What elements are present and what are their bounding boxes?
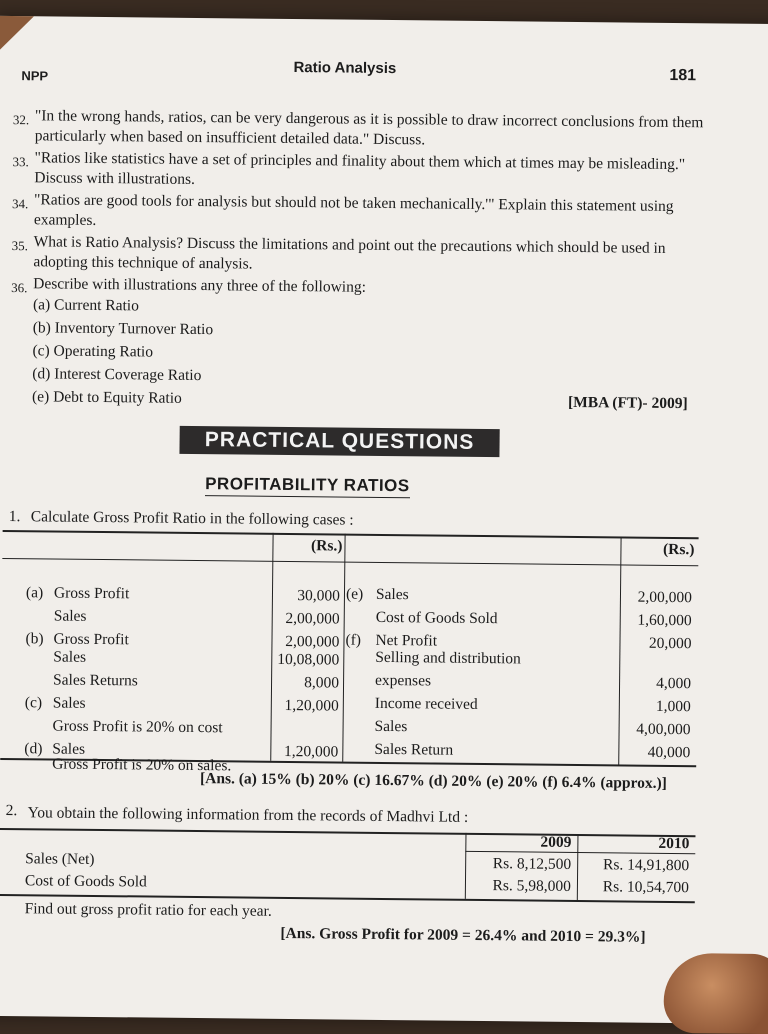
header-publisher: NPP (21, 68, 49, 84)
p1-row-label: expenses (374, 671, 432, 690)
p1-row-label: Sales (52, 694, 86, 712)
page-title: Ratio Analysis (293, 59, 397, 78)
p1-row-amount: 8,000 (304, 674, 340, 692)
question-34: 34. "Ratios are good tools for analysis but should not be taken mechanically.'" Explain this statement using examples. (11, 191, 674, 229)
page-corner-shadow (0, 16, 34, 56)
p1-row-label: Net Profit (375, 631, 438, 650)
p2-row-label: Sales (Net) (25, 850, 95, 868)
p2-year-2009: 2009 (540, 833, 572, 851)
p2-statement: You obtain the following information from the records of Madhvi Ltd : (27, 804, 469, 826)
p2-row-value-2009: Rs. 5,98,000 (492, 877, 572, 895)
p2-instruction: Find out gross profit ratio for each year. (24, 900, 272, 920)
p1-row-amount: 1,20,000 (283, 742, 339, 761)
book-page (0, 16, 768, 1024)
p1-table-header-rule (2, 558, 698, 566)
p1-row-label: Gross Profit (53, 630, 129, 649)
p1-row-label: Gross Profit is 20% on sales. (52, 755, 232, 775)
p2-number: 2. (5, 802, 18, 820)
p1-row-amount: 1,60,000 (637, 611, 692, 630)
p1-row-amount: 10,08,000 (277, 650, 340, 669)
p1-row-tag: (c) (24, 694, 43, 712)
p1-statement: Calculate Gross Profit Ratio in the following cases : (30, 508, 354, 529)
p1-row-label: Sales Returns (52, 671, 138, 690)
p1-row-label: Income received (374, 694, 478, 713)
p1-row-tag: (f) (345, 631, 362, 649)
question-33: 33. "Ratios like statistics have a set of principles and finality about them which at times may be misleading." Discuss with illustrations. (12, 149, 686, 188)
p1-row-label: Gross Profit (53, 584, 130, 603)
p1-row-label: Sales (53, 648, 87, 666)
p1-row-amount: 20,000 (648, 634, 692, 653)
p1-row-label: Sales (52, 740, 86, 758)
q36-option-d: (d) Interest Coverage Ratio (32, 365, 202, 385)
p1-row-label: Sales (374, 717, 408, 736)
p1-row-tag: (a) (25, 584, 44, 602)
p1-row-amount: 2,00,000 (285, 609, 340, 628)
p1-row-label: Sales (53, 607, 87, 625)
p2-row-label: Cost of Goods Sold (24, 872, 147, 891)
p1-row-amount (273, 720, 339, 721)
p1-table-top-rule (3, 530, 699, 539)
q36-option-a: (a) Current Ratio (32, 296, 139, 315)
p1-row-label: Selling and distribution (375, 648, 521, 668)
q36-option-c: (c) Operating Ratio (32, 342, 154, 361)
question-35: 35. What is Ratio Analysis? Discuss the limitations and point out the precautions which should be used in adopting this technique of analysis. (11, 233, 666, 273)
p2-row-value-2010: Rs. 10,54,700 (602, 878, 690, 897)
p1-row-tag: (e) (345, 585, 364, 603)
p1-row-label: Cost of Goods Sold (375, 608, 498, 628)
page-number: 181 (669, 66, 697, 85)
p2-answer: [Ans. Gross Profit for 2009 = 26.4% and 2010 = 29.3%] (280, 924, 646, 946)
practical-questions-banner: PRACTICAL QUESTIONS (179, 426, 499, 457)
p1-row-amount: 1,20,000 (284, 696, 339, 715)
p1-row-amount: 2,00,000 (285, 632, 340, 651)
p1-rs-header-left: (Rs.) (310, 537, 343, 555)
p1-row-amount: 1,000 (655, 697, 691, 716)
p1-row-amount: 4,000 (656, 674, 692, 693)
q36-source: [MBA (FT)- 2009] (567, 393, 688, 413)
question-36: 36. Describe with illustrations any three of the following: (11, 275, 367, 296)
p1-row-label: Sales (375, 585, 409, 604)
p1-row-label: Sales Return (374, 740, 454, 759)
p1-row-amount: 30,000 (297, 587, 341, 605)
p2-row-value-2010: Rs. 14,91,800 (602, 856, 690, 875)
p2-year-2010: 2010 (658, 834, 690, 853)
p1-row-amount: 4,00,000 (636, 720, 691, 739)
p1-answer: [Ans. (a) 15% (b) 20% (c) 16.67% (d) 20% (e) 20% (f) 6.4% (approx.)] (199, 770, 667, 792)
p1-row-tag: (b) (25, 630, 44, 648)
p1-number: 1. (8, 508, 21, 526)
p1-row-tag: (d) (24, 740, 43, 758)
section-heading: PROFITABILITY RATIOS (205, 474, 410, 498)
p1-rs-header-right: (Rs.) (662, 540, 695, 559)
q36-option-b: (b) Inventory Turnover Ratio (32, 319, 214, 339)
p1-row-amount: 40,000 (647, 743, 691, 762)
p1-row-label: Gross Profit is 20% on cost (52, 717, 223, 737)
p1-row-amount: 2,00,000 (637, 588, 693, 607)
q36-option-e: (e) Debt to Equity Ratio (31, 388, 182, 407)
question-32: 32. "In the wrong hands, ratios, can be very dangerous as it is possible to draw incorrect conclusions from them particularly when based on insufficient detailed data." Discuss. (12, 107, 704, 149)
thumb-image (663, 953, 768, 1034)
p2-row-value-2009: Rs. 8,12,500 (492, 855, 572, 873)
